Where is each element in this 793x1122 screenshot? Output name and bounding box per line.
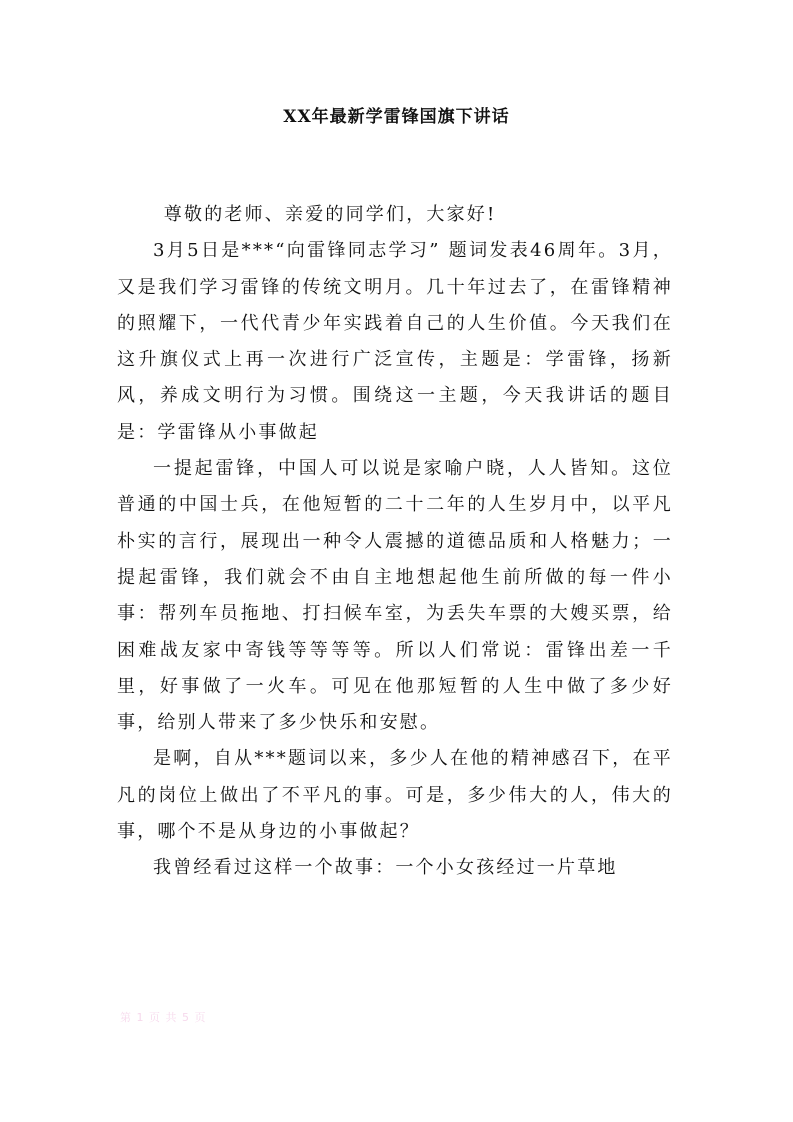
document-title: XX年最新学雷锋国旗下讲话 (283, 107, 510, 127)
paragraph-story: 我曾经看过这样一个故事：一个小女孩经过一片草地 (153, 857, 618, 879)
paragraph-lei-feng: 一提起雷锋，中国人可以说是家喻户晓，人人皆知。这位普通的中国士兵，在他短暂的二十二年的人生岁月中，以平凡朴实的言行，展现出一种令人震撼的道德品质和人格魅力；一提起雷锋，我们就会不由自主地想起他生前所做的每一件小事：帮列车员拖地、打扫候车室，为丢失车票的大嫂买票，给困难战友家中寄钱等等等等。所以人们常说：雷锋出差一千里，好事做了一火车。可见在他那短暂的人生中做了多少好事，给别人带来了多少快乐和安慰。 (117, 458, 673, 734)
paragraph-small-things: 是啊，自从***题词以来，多少人在他的精神感召下，在平凡的岗位上做出了不平凡的事。可是，多少伟大的人，伟大的事，哪个不是从身边的小事做起？ (117, 748, 673, 843)
document-body (117, 197, 673, 887)
paragraph-greeting: 尊敬的老师、亲爱的同学们，大家好! (163, 204, 497, 225)
footer-watermark: 第 1 页 共 5 页 (120, 1011, 207, 1024)
paragraph-intro: 3月5日是***“向雷锋同志学习” 题词发表46周年。3月，又是我们学习雷锋的传统文明月。几十年过去了，在雷锋精神的照耀下，一代代青少年实践着自己的人生价值。今天我们在这升旗仪式上再一次进行广泛宣传，主题是：学雷锋，扬新风，养成文明行为习惯。围绕这一主题，今天我讲话的题目是：学雷锋从小事做起 (117, 240, 673, 443)
